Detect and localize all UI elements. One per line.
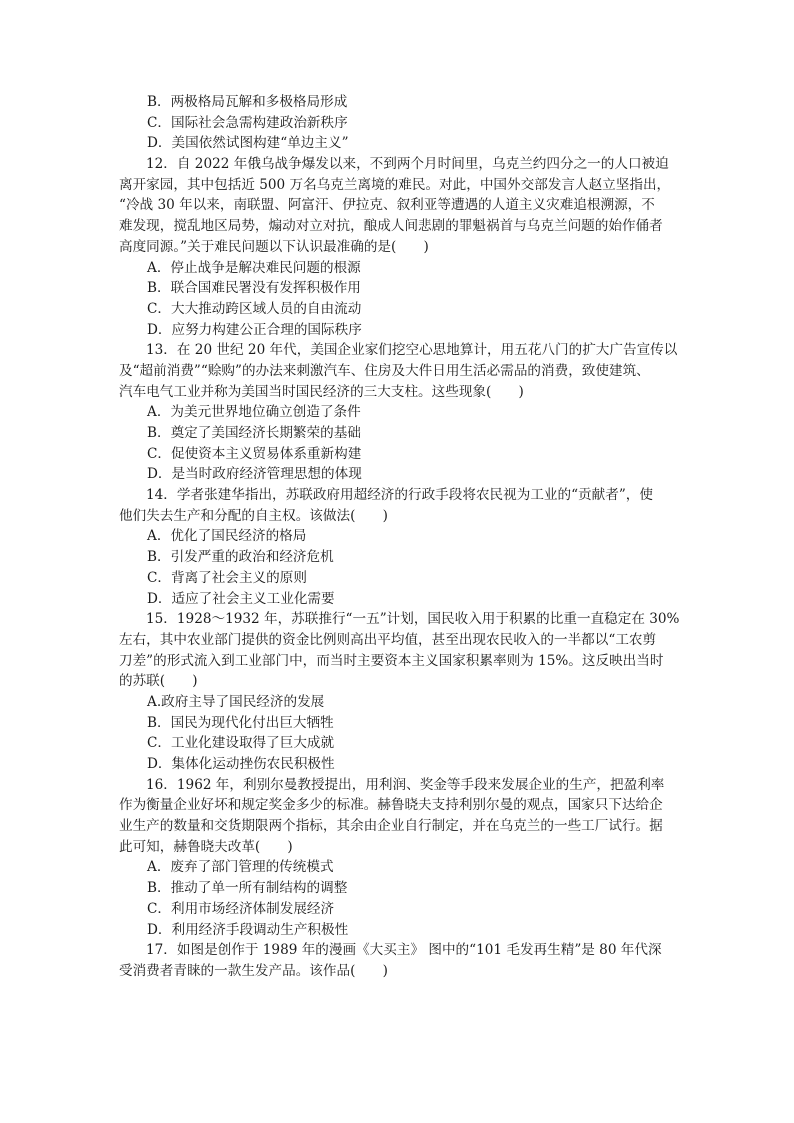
q12-option-c: C．大大推动跨区域人员的自由流动 (147, 300, 362, 317)
q12-option-a: A．停止战争是解决难民问题的根源 (147, 259, 361, 276)
q14-option-b: B．引发严重的政治和经济危机 (147, 549, 334, 566)
q15-stem-line: 的苏联( ) (119, 673, 198, 690)
q12-option-d: D．应努力构建公正合理的国际秩序 (147, 321, 362, 338)
q15-stem-line: 左右，其中农业部门提供的资金比例则高出平均值，甚至出现农民收入的一半都以“工农剪 (119, 631, 657, 648)
q17-stem-line: 17．如图是创作于 1989 年的漫画《大买主》 图中的“101 毛发再生精”是 80 年代深 (146, 942, 662, 959)
q15-option-b: B．国民为现代化付出巨大牺牲 (147, 714, 334, 731)
q11-option-d: D．美国依然试图构建“单边主义” (147, 135, 349, 152)
q13-stem-line: 汽车电气工业并称为美国当时国民经济的三大支柱。这些现象( ) (119, 383, 524, 400)
question-13 (119, 340, 685, 485)
q16-option-b: B．推动了单一所有制结构的调整 (147, 880, 348, 897)
q15-option-a: A.政府主导了国民经济的发展 (147, 693, 325, 710)
q12-stem-line: 离开家园，其中包括近 500 万名乌克兰离境的难民。对此，中国外交部发言人赵立坚指出， (119, 176, 671, 193)
q16-option-c: C．利用市场经济体制发展经济 (147, 900, 335, 917)
q13-option-b: B．奠定了美国经济长期繁荣的基础 (147, 425, 361, 441)
q13-option-c: C．促使资本主义贸易体系重新构建 (147, 445, 362, 462)
q16-stem-line: 16．1962 年，利别尔曼教授提出，用利润、奖金等手段来发展企业的生产，把盈利率 (146, 776, 665, 793)
q12-option-b: B．联合国难民署没有发挥积极作用 (147, 280, 361, 297)
q16-stem-line: 业生产的数量和交货期限两个指标，其余由企业自行制定，并在乌克兰的一些工厂试行。据 (119, 818, 663, 835)
q14-stem-line: 他们失去生产和分配的自主权。该做法( ) (119, 507, 388, 524)
document-body (119, 92, 685, 982)
q12-stem-line: “冷战 30 年以来，南联盟、阿富汗、伊拉克、叙利亚等遭遇的人道主义灾难追根溯源，不 (119, 197, 655, 214)
q14-stem-line: 14．学者张建华指出，苏联政府用超经济的行政手段将农民视为工业的“贡献者”，使 (146, 487, 653, 504)
q15-option-c: C．工业化建设取得了巨大成就 (147, 735, 335, 752)
q13-option-d: D．是当时政府经济管理思想的体现 (147, 466, 362, 483)
q15-stem-line: 15．1928～1932 年，苏联推行“一五”计划，国民收入用于积累的比重一直稳定在 30% (146, 611, 680, 628)
q12-stem-line: 12．自 2022 年俄乌战争爆发以来，不到两个月时间里，乌克兰约四分之一的人口被迫 (146, 156, 669, 173)
question-16 (119, 775, 685, 941)
q12-stem-line: 高度同源。”关于难民问题以下认识最准确的是( ) (119, 238, 429, 255)
question-17 (119, 940, 685, 981)
q14-option-a: A．优化了国民经济的格局 (147, 528, 307, 545)
q15-stem-line: 刀差”的形式流入到工业部门中，而当时主要资本主义国家积累率则为 15%。这反映出当时 (119, 652, 664, 669)
question-14 (119, 485, 685, 609)
q13-option-a: A．为美元世界地位确立创造了条件 (147, 404, 361, 421)
question-12 (119, 154, 685, 340)
q16-stem-line: 此可知，赫鲁晓夫改革( ) (119, 838, 293, 855)
q16-stem-line: 作为衡量企业好坏和规定奖金多少的标准。赫鲁晓夫支持利别尔曼的观点，国家只下达给企 (119, 797, 663, 814)
q16-option-a: A．废弃了部门管理的传统模式 (147, 859, 334, 876)
question-15 (119, 609, 685, 775)
q13-stem-line: 及“超前消费”“赊购”的办法来刺激汽车、住房及大件日用生活必需品的消费，致使建筑、 (119, 362, 650, 379)
q11-option-c: C．国际社会急需构建政治新秩序 (147, 114, 348, 131)
q14-option-c: C．背离了社会主义的原则 (147, 569, 307, 586)
q12-stem-line: 难发现，搅乱地区局势，煽动对立对抗，酿成人间悲剧的罪魁祸首与乌克兰问题的始作俑者 (119, 218, 663, 235)
q17-stem-line: 受消费者青睐的一款生发产品。该作品( ) (119, 962, 388, 979)
q11-option-b: B．两极格局瓦解和多极格局形成 (147, 94, 348, 110)
q14-option-d: D．适应了社会主义工业化需要 (147, 590, 335, 607)
q15-option-d: D．集体化运动挫伤农民积极性 (147, 756, 335, 772)
q16-option-d: D．利用经济手段调动生产积极性 (147, 921, 349, 938)
q13-stem-line: 13．在 20 世纪 20 年代，美国企业家们挖空心思地算计，用五花八门的扩大广告宣传以 (146, 342, 678, 359)
